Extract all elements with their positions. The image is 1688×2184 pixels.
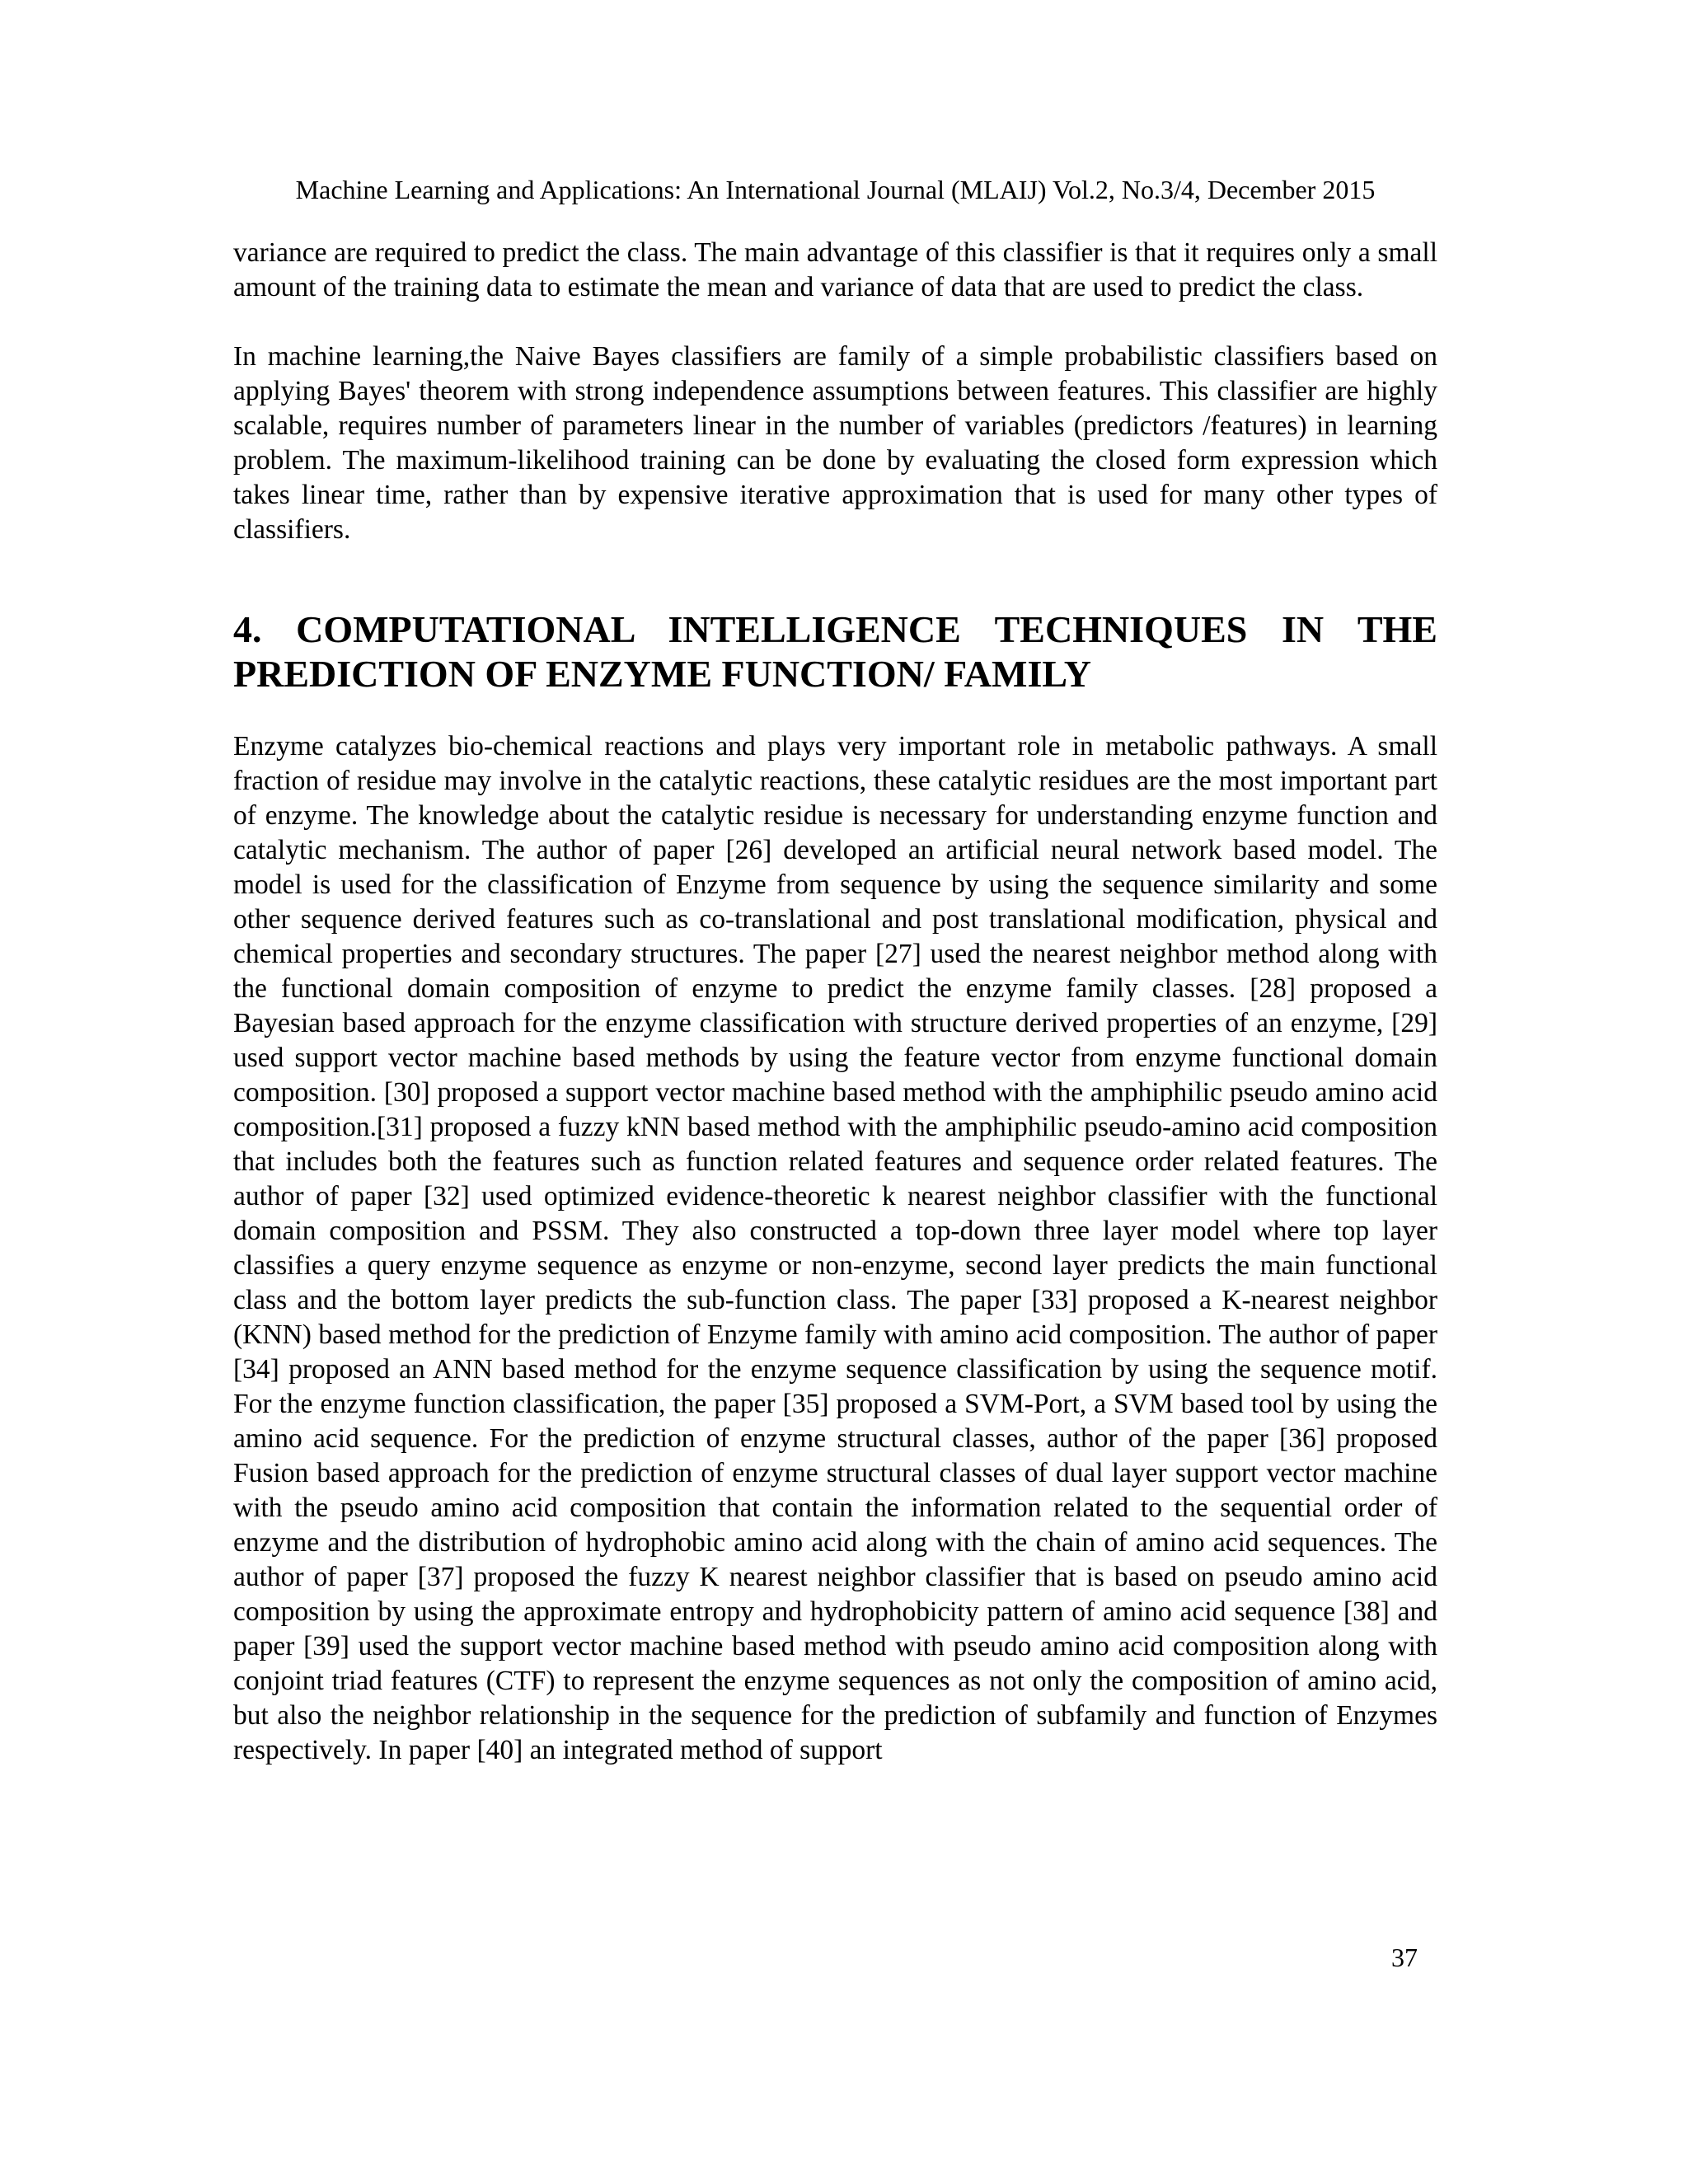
paragraph-naive-bayes-definition: In machine learning,the Naive Bayes classifiers are family of a simple probabilistic classifiers based on applying Bayes' theorem with strong independence assumptions between features. This classifier are highly scalable, requires number of parameters linear in the number of variables (predictors /features) in learning problem. The maximum-likelihood training can be done by evaluating the closed form expression which takes linear time, rather than by expensive iterative approximation that is used for many other types of classifiers.: [233, 341, 1437, 545]
section-body-paragraph: Enzyme catalyzes bio-chemical reactions and plays very important role in metabolic pathways. A small fraction of residue may involve in the catalytic reactions, these catalytic residues are the most important part of enzyme. The knowledge about the catalytic residue is necessary for understanding enzyme function and catalytic mechanism. The author of paper [26] developed an artificial neural network based model. The model is used for the classification of Enzyme from sequence by using the sequence similarity and some other sequence derived features such as co-translational and post translational modification, physical and chemical properties and secondary structures. The paper [27] used the nearest neighbor method along with the functional domain composition of enzyme to predict the enzyme family classes. [28] proposed a Bayesian based approach for the enzyme classification with structure derived properties of an enzyme, [29] used support vector machine based methods by using the feature vector from enzyme functional domain composition. [30] proposed a support vector machine based method with the amphiphilic pseudo amino acid composition.[31] proposed a fuzzy kNN based method with the amphiphilic pseudo-amino acid composition that includes both the features such as function related features and sequence order related features. The author of paper [32] used optimized evidence-theoretic k nearest neighbor classifier with the functional domain composition and PSSM. They also constructed a top-down three layer model where top layer classifies a query enzyme sequence as enzyme or non-enzyme, second layer predicts the main functional class and the bottom layer predicts the sub-function class. The paper [33] proposed a K-nearest neighbor (KNN) based method for the prediction of Enzyme family with amino acid composition. The author of paper [34] proposed an ANN based method for the enzyme sequence classification by using the sequence motif. For the enzyme function classification, the paper [35] proposed a SVM-Port, a SVM based tool by using the amino acid sequence. For the prediction of enzyme structural classes, author of the paper [36] proposed Fusion based approach for the prediction of enzyme structural classes of dual layer support vector machine with the pseudo amino acid composition that contain the information related to the sequential order of enzyme and the distribution of hydrophobic amino acid along with the chain of amino acid sequences. The author of paper [37] proposed the fuzzy K nearest neighbor classifier that is based on pseudo amino acid composition by using the approximate entropy and hydrophobicity pattern of amino acid sequence [38] and paper [39] used the support vector machine based method with pseudo amino acid composition along with conjoint triad features (CTF) to represent the enzyme sequences as not only the composition of amino acid, but also the neighbor relationship in the sequence for the prediction of subfamily and function of Enzymes respectively. In paper [40] an integrated method of support: [233, 731, 1437, 1765]
page-number: 37: [1391, 1943, 1418, 1972]
section-heading: 4. COMPUTATIONAL INTELLIGENCE TECHNIQUES IN THE PREDICTION OF ENZYME FUNCTION/ FAMILY: [233, 608, 1437, 695]
running-header: Machine Learning and Applications: An International Journal (MLAIJ) Vol.2, No.3/4, December 2015: [295, 175, 1376, 204]
page-content: [233, 236, 1437, 1768]
paragraph-naive-bayes-advantage: variance are required to predict the class. The main advantage of this classifier is that it requires only a small amount of the training data to estimate the mean and variance of data that are used to predict the class.: [233, 237, 1437, 302]
